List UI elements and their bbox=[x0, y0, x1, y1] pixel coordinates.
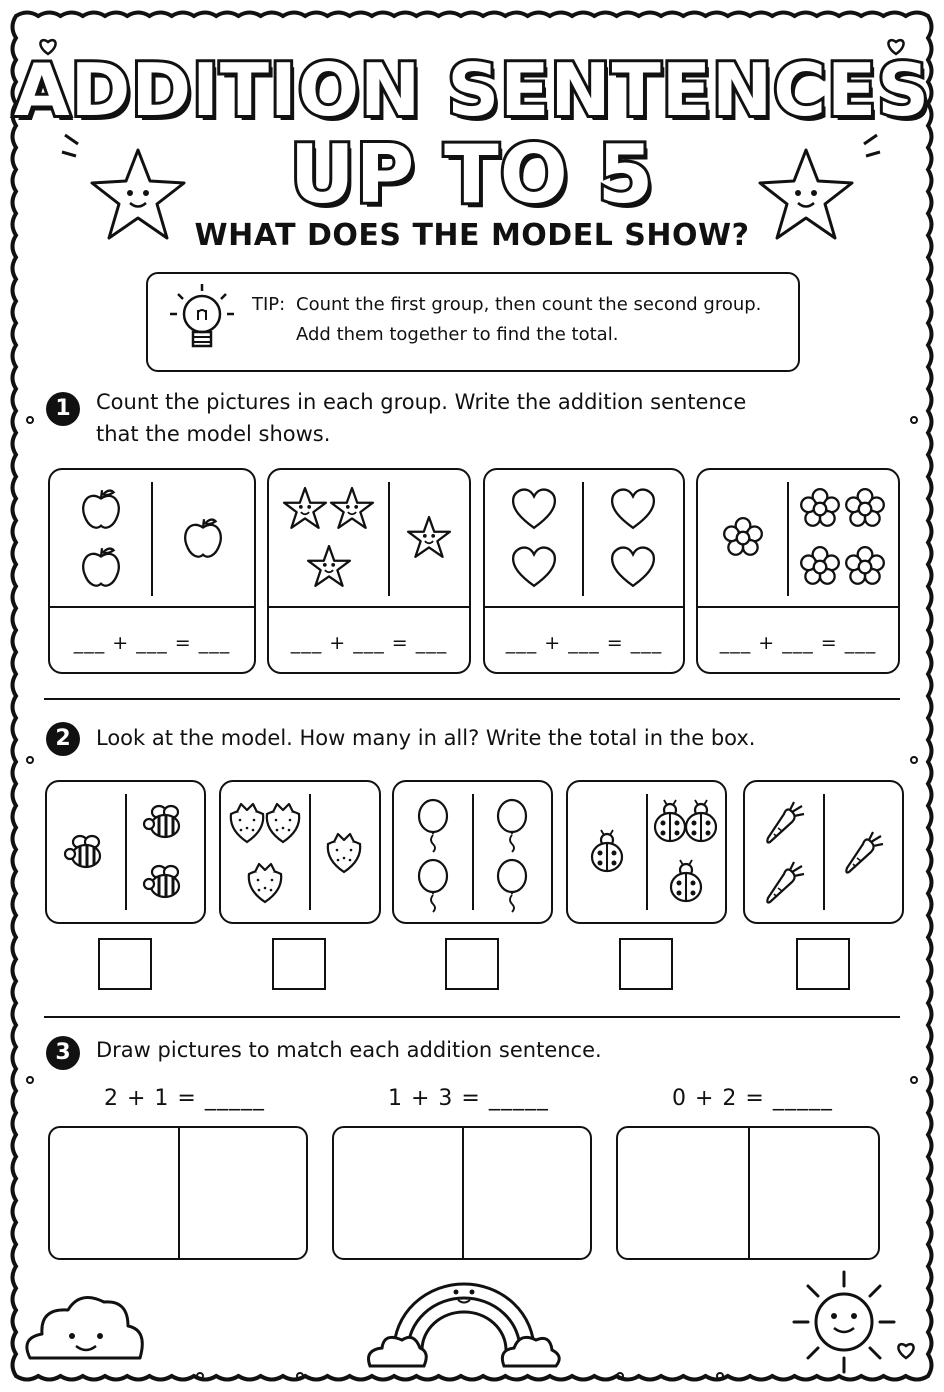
section-3-instruction: Draw pictures to match each addition sentence. bbox=[96, 1038, 602, 1062]
flower-icon bbox=[842, 544, 888, 590]
smiling-sun-icon bbox=[784, 1266, 904, 1376]
drawing-box-divider bbox=[748, 1128, 750, 1258]
apple-icon bbox=[78, 486, 124, 532]
sparkle-lines-right-icon bbox=[852, 130, 882, 170]
section-1-number: 1 bbox=[46, 392, 80, 426]
bee-icon bbox=[64, 830, 108, 874]
tip-text-line-2: Add them together to find the total. bbox=[296, 324, 619, 345]
addition-sentence-1: 2 + 1 = _____ bbox=[104, 1086, 265, 1111]
addition-sentence-blank[interactable]: ___ + ___ = ___ bbox=[290, 632, 448, 654]
star-icon bbox=[282, 486, 328, 532]
star-icon bbox=[329, 486, 375, 532]
model-divider bbox=[388, 482, 390, 596]
section-2-model-5 bbox=[743, 780, 904, 924]
addition-sentence-blank[interactable]: ___ + ___ = ___ bbox=[719, 632, 877, 654]
drawing-box-divider bbox=[178, 1128, 180, 1258]
addition-sentence-2: 1 + 3 = _____ bbox=[388, 1086, 549, 1111]
smiling-cloud-icon bbox=[20, 1286, 150, 1366]
flower-icon bbox=[842, 486, 888, 532]
section-2-model-3 bbox=[392, 780, 553, 924]
section-divider-1 bbox=[44, 698, 900, 700]
section-2-model-2 bbox=[219, 780, 381, 924]
model-divider bbox=[823, 794, 825, 910]
section-3-number: 3 bbox=[46, 1036, 80, 1070]
total-answer-box-1[interactable] bbox=[98, 938, 152, 990]
strawberry-icon bbox=[243, 860, 287, 904]
section-1-model-1 bbox=[48, 468, 256, 674]
model-divider bbox=[787, 482, 789, 596]
addition-sentence-blank[interactable]: ___ + ___ = ___ bbox=[73, 632, 231, 654]
tip-box bbox=[146, 272, 800, 372]
total-answer-box-5[interactable] bbox=[796, 938, 850, 990]
drawing-box-1[interactable] bbox=[48, 1126, 308, 1260]
balloon-icon bbox=[411, 860, 455, 904]
model-divider bbox=[309, 794, 311, 910]
flower-icon bbox=[797, 486, 843, 532]
addition-sentence-blank[interactable]: ___ + ___ = ___ bbox=[505, 632, 663, 654]
section-1-instruction-line-2: that the model shows. bbox=[96, 422, 331, 446]
section-2-model-1 bbox=[45, 780, 206, 924]
heart-icon bbox=[511, 486, 557, 532]
balloon-icon bbox=[411, 800, 455, 844]
drawing-box-2[interactable] bbox=[332, 1126, 592, 1260]
section-1-model-4 bbox=[696, 468, 900, 674]
strawberry-icon bbox=[261, 800, 305, 844]
title-line-2: UP TO 5 bbox=[289, 128, 655, 221]
model-divider bbox=[125, 794, 127, 910]
model-divider bbox=[472, 794, 474, 910]
heart-icon bbox=[610, 544, 656, 590]
apple-icon bbox=[180, 515, 226, 561]
model-answer-divider bbox=[698, 606, 898, 608]
sparkle-lines-left-icon bbox=[60, 130, 90, 170]
bee-icon bbox=[143, 860, 187, 904]
star-icon bbox=[406, 515, 452, 561]
star-icon bbox=[306, 544, 352, 590]
model-answer-divider bbox=[269, 606, 469, 608]
rainbow-icon bbox=[364, 1270, 564, 1370]
flower-icon bbox=[797, 544, 843, 590]
ladybug-icon bbox=[585, 830, 629, 874]
tip-label: TIP: bbox=[252, 294, 286, 315]
total-answer-box-3[interactable] bbox=[445, 938, 499, 990]
drawing-box-divider bbox=[462, 1128, 464, 1258]
apple-icon bbox=[78, 544, 124, 590]
lightbulb-icon bbox=[162, 280, 242, 364]
section-1-instruction-line-1: Count the pictures in each group. Write the addition sentence bbox=[96, 390, 747, 414]
carrot-icon bbox=[762, 800, 806, 844]
heart-icon bbox=[610, 486, 656, 532]
tip-text-line-1: Count the first group, then count the second group. bbox=[296, 294, 762, 315]
total-answer-box-2[interactable] bbox=[272, 938, 326, 990]
section-1-model-2 bbox=[267, 468, 471, 674]
section-2-number: 2 bbox=[46, 722, 80, 756]
balloon-icon bbox=[490, 860, 534, 904]
section-2-model-4 bbox=[566, 780, 727, 924]
subtitle: WHAT DOES THE MODEL SHOW? bbox=[194, 218, 750, 253]
model-divider bbox=[151, 482, 153, 596]
heart-icon bbox=[511, 544, 557, 590]
drawing-box-3[interactable] bbox=[616, 1126, 880, 1260]
section-divider-2 bbox=[44, 1016, 900, 1018]
title-line-1: ADDITION SENTENCES bbox=[13, 48, 931, 132]
model-answer-divider bbox=[50, 606, 254, 608]
carrot-icon bbox=[762, 860, 806, 904]
carrot-icon bbox=[841, 830, 885, 874]
strawberry-icon bbox=[322, 830, 366, 874]
flower-icon bbox=[720, 515, 766, 561]
section-2-instruction: Look at the model. How many in all? Write the total in the box. bbox=[96, 726, 756, 750]
bee-icon bbox=[143, 800, 187, 844]
balloon-icon bbox=[490, 800, 534, 844]
section-1-model-3 bbox=[483, 468, 685, 674]
model-answer-divider bbox=[485, 606, 683, 608]
total-answer-box-4[interactable] bbox=[619, 938, 673, 990]
ladybug-icon bbox=[679, 800, 723, 844]
ladybug-icon bbox=[664, 860, 708, 904]
addition-sentence-3: 0 + 2 = _____ bbox=[672, 1086, 833, 1111]
model-divider bbox=[582, 482, 584, 596]
